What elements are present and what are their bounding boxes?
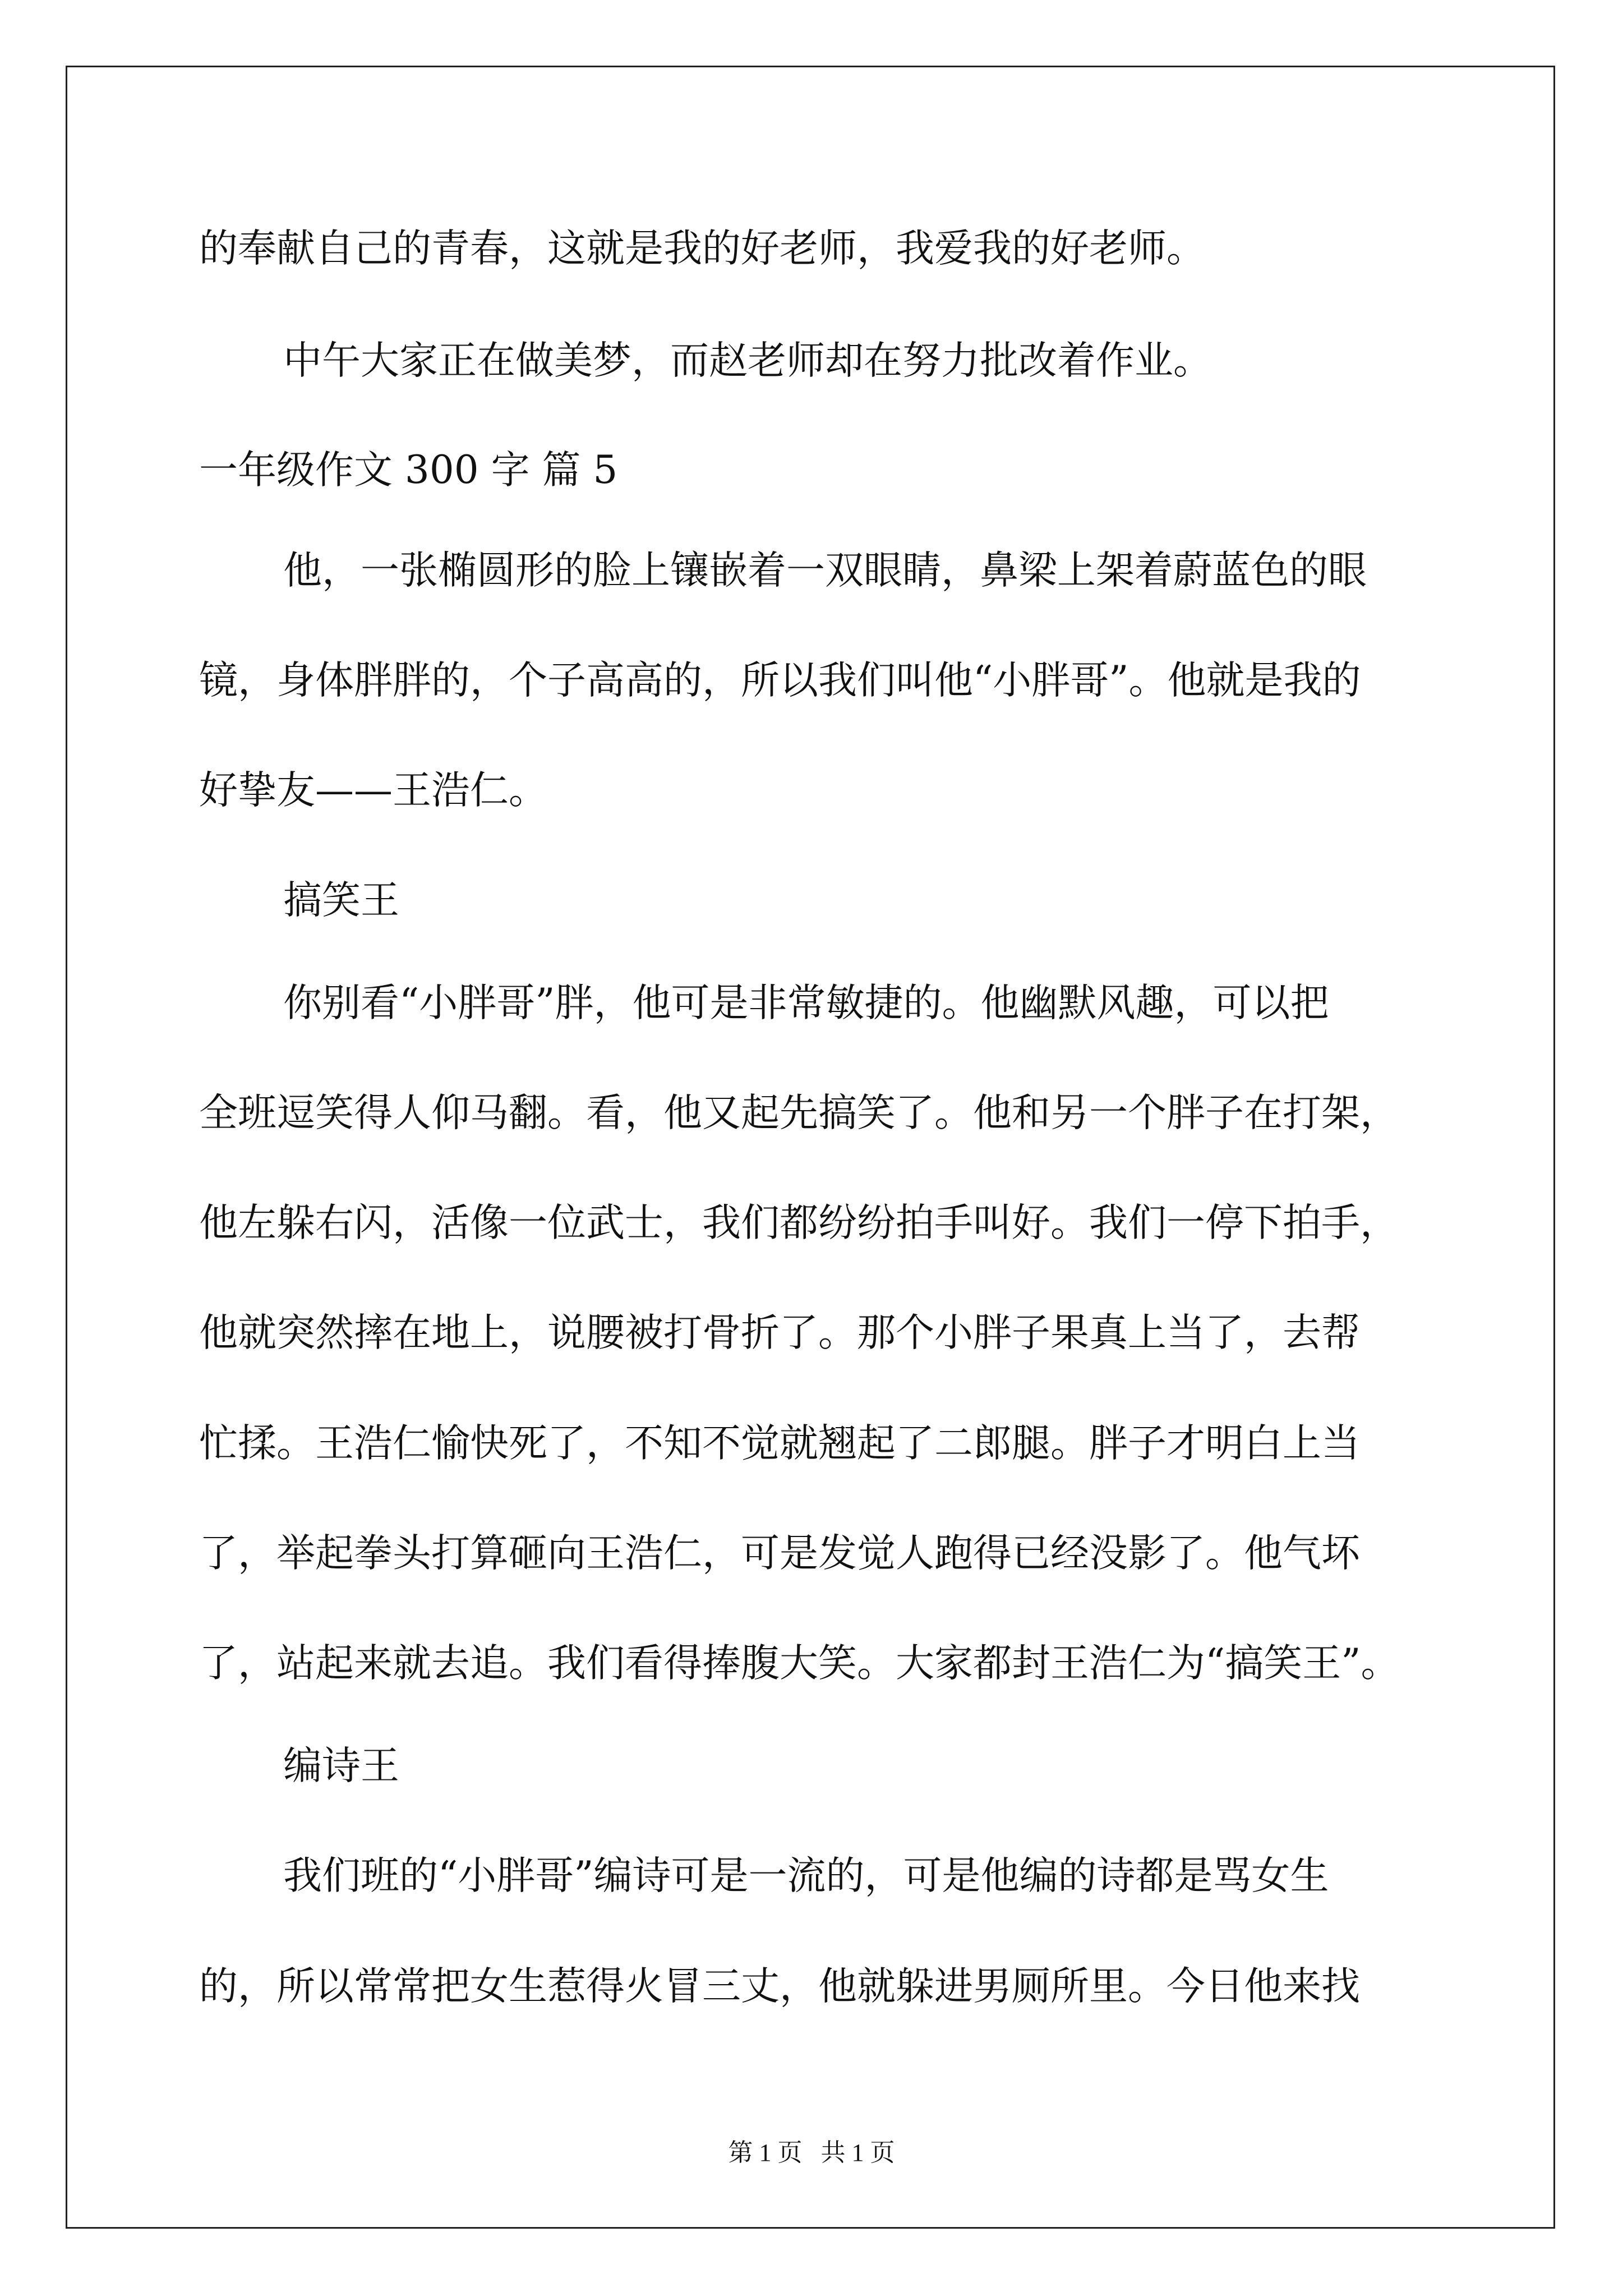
text-line: 我们班的“小胖哥”编诗可是一流的，可是他编的诗都是骂女生 (283, 1853, 1329, 1898)
subheading: 编诗王 (283, 1743, 399, 1788)
text-line: 的，所以常常把女生惹得火冒三丈，他就躲进男厕所里。今日他来找 (199, 1964, 1360, 2009)
text-line: 中午大家正在做美梦，而赵老师却在努力批改着作业。 (283, 338, 1212, 383)
text-line: 他左躲右闪，活像一位武士，我们都纷纷拍手叫好。我们一停下拍手， (199, 1200, 1399, 1245)
section-heading: 一年级作文 300 字 篇 5 (199, 448, 618, 493)
text-line: 他就突然摔在地上，说腰被打骨折了。那个小胖子果真上当了，去帮 (199, 1310, 1360, 1355)
text-line: 他，一张椭圆形的脸上镶嵌着一双眼睛，鼻梁上架着蔚蓝色的眼 (283, 548, 1367, 593)
text-line: 好挚友——王浩仁。 (199, 768, 547, 813)
text-line: 了，举起拳头打算砸向王浩仁，可是发觉人跑得已经没影了。他气坏 (199, 1531, 1360, 1576)
text-line: 你别看“小胖哥”胖，他可是非常敏捷的。他幽默风趣，可以把 (283, 981, 1329, 1025)
text-line: 了，站起来就去追。我们看得捧腹大笑。大家都封王浩仁为“搞笑王”。 (199, 1641, 1400, 1686)
text-line: 镜，身体胖胖的，个子高高的，所以我们叫他“小胖哥”。他就是我的 (199, 658, 1361, 703)
text-line: 全班逗笑得人仰马翻。看，他又起先搞笑了。他和另一个胖子在打架， (199, 1091, 1399, 1135)
page-footer: 第 1 页 共 1 页 (728, 2139, 895, 2166)
page-border (66, 66, 1555, 2229)
text-line: 的奉献自己的青春，这就是我的好老师，我爱我的好老师。 (199, 226, 1205, 271)
text-line: 忙揉。王浩仁愉快死了，不知不觉就翘起了二郎腿。胖子才明白上当 (199, 1421, 1360, 1466)
subheading: 搞笑王 (283, 878, 399, 923)
